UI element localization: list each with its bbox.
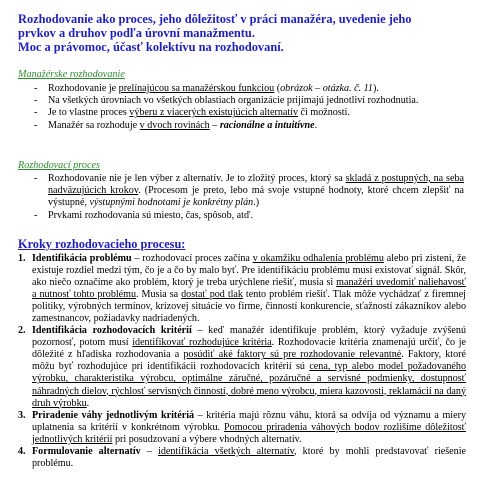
steps-heading: Kroky rozhodovacieho procesu: bbox=[18, 237, 186, 251]
title-line-2: prvkov a druhov podľa úrovní manažmentu. bbox=[18, 26, 255, 41]
bullet-list-manazerske bbox=[0, 83, 484, 132]
title-line-1: Rozhodovanie ako proces, jeho dôležitosť v práci manažéra, uvedenie jeho bbox=[18, 12, 412, 26]
steps-list bbox=[0, 253, 484, 470]
list-item: 4. Formulovanie alternatív – identifikácia všetkých alternatív, ktoré by mohli predstavovať riešenie problému. bbox=[18, 445, 466, 469]
list-item: - Na všetkých úrovniach vo všetkých oblastiach organizácie prijímajú jednotliví rozhodnutia. bbox=[34, 95, 419, 107]
list-item: 1. Identifikácia problému – rozhodovací proces začína v okamžiku odhalenia problému alebo pri zistení, že existuje rozdiel medzi tým, čo je a čo by malo byť. Pre identifikáciu problému musí existovať signál. Skôr, ako niečo označíme ako problém, ktorý je treba urýchlene riešiť, musia si manažéri uvedomiť naliehavosť a nutnosť tohto problému. Musia sa dostať pod tlak tento problém riešiť. Tlak môže vychádzať z firemnej politiky, výrobných termínov, krízovej situácie vo firme, činností konkurencie, sťažností zákazníkov alebo zamestnancov, požiadavky nadriadených. bbox=[18, 253, 466, 325]
list-item: 2. Identifikácia rozhodovacích kritérií – keď manažér identifikuje problém, ktorý vyžaduje zvýšenú pozornosť, potom musí identifikovať rozhodujúce kritéria. Rozhodovacie kritéria znamenajú určiť, čo je dôležité z hľadiska rozhodovania a posúdiť aké faktory sú pre rozhodovanie relevantné. Faktory, ktoré môžu byť rozhodujúce pri identifikácii rozhodovacích kritérií sú cena, typ alebo model požadovaného výrobku, charakteristika výrobcu, optimálne záručné, pozáručné a servisné podmienky, dostupnosť náhradných dielov, rýchlosť servisných činností, dobré meno výrobcu, miera kazovosti, reklamácií na daný druh výrobku. bbox=[18, 325, 467, 409]
bullet-list-rozhodovaci bbox=[0, 173, 484, 222]
title-line-3: Moc a právomoc, účasť kolektívu na rozhodovaní. bbox=[18, 40, 284, 55]
list-item: - Rozhodovanie je prelínajúcou sa manažérskou funkciou (obrázok – otázka. č. 11). bbox=[34, 83, 379, 94]
list-item: - Rozhodovanie nie je len výber z alternatív. Je to zložitý proces, ktorý sa skladá z postupných, na seba nadväzujúcich krokov. (Procesom je preto, lebo má svoje vstupné hodnoty, ktoré chcem zlepšiť na výstupné, výstupnými hodnotami je konkrétny plán.) bbox=[34, 173, 464, 209]
document-title bbox=[18, 12, 478, 55]
section-heading-manazerske: Manažérske rozhodovanie bbox=[18, 69, 125, 80]
list-item: - Je to vlastne proces výberu z viacerých existujúcich alternatív či možností. bbox=[34, 107, 350, 119]
section-heading-rozhodovaci: Rozhodovací proces bbox=[18, 160, 100, 171]
list-item: - Manažér sa rozhoduje v dvoch rovinách – racionálne a intuitívne. bbox=[34, 119, 318, 131]
list-item: - Prvkami rozhodovania sú miesto, čas, spôsob, atď. bbox=[34, 209, 254, 221]
list-item: 3. Priradenie váhy jednotlivým kritériá – kritéria majú rôznu váhu, ktorá sa odvíja od významu a miery uplatnenia sa kritérií v konkrétnom výrobku. Pomocou priradenia váhových bodov rozlišíme dôležitosť jednotlivých kritérií pri posudzovaní a výbere vhodných alternatív. bbox=[18, 409, 466, 445]
